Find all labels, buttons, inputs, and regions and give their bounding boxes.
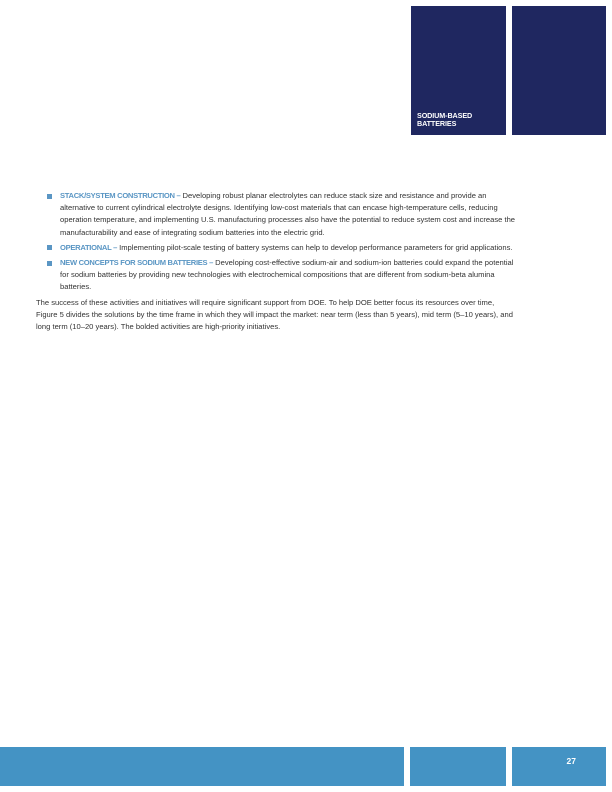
footer-bar-left — [0, 747, 404, 786]
body-paragraph: The success of these activities and initiatives will require significant support from DOE. To help DOE better focus its resources over time, Figure 5 divides the solutions by the time frame in which they will impact the market: near term (less than 5 years), mid term (5–10 years), and long term (10–20 years). The bolded activities are high-priority initiatives. — [36, 297, 513, 332]
section-tag: SODIUM-BASED BATTERIES — [417, 111, 473, 128]
list-item — [36, 242, 516, 254]
list-item — [36, 257, 516, 294]
bullet-heading: NEW CONCEPTS FOR SODIUM BATTERIES – — [60, 258, 214, 268]
bullet-text: Implementing pilot-scale testing of battery systems can help to develop performance parameters for grid applications. — [117, 242, 513, 252]
bullet-list — [36, 190, 516, 294]
page-number: 27 — [566, 756, 576, 766]
footer-bar-right — [512, 747, 606, 786]
footer-bar-middle — [410, 747, 506, 786]
bullet-text: Developing robust planar electrolytes can reduce stack size and resistance and provide an alternative to current cylindrical electrolyte designs. Identifying low-cost materials that can encase high-temperature cells, reducing operation temperature, and implementing U.S. manufacturing processes also have the potential to reduce system cost and increase the manufacturability and ease of integrating sodium batteries into the electric grid. — [60, 191, 516, 237]
bullet-heading: STACK/SYSTEM CONSTRUCTION – — [60, 191, 181, 200]
header-block-right — [512, 6, 606, 135]
body-content — [36, 190, 516, 333]
list-item — [36, 190, 516, 239]
bullet-heading: OPERATIONAL – — [60, 242, 117, 252]
bullet-text: Developing cost-effective sodium-air and sodium-ion batteries could expand the potential for sodium batteries by providing new technologies with electrochemical compositions that are different from sodium-beta alumina batteries. — [60, 258, 514, 292]
